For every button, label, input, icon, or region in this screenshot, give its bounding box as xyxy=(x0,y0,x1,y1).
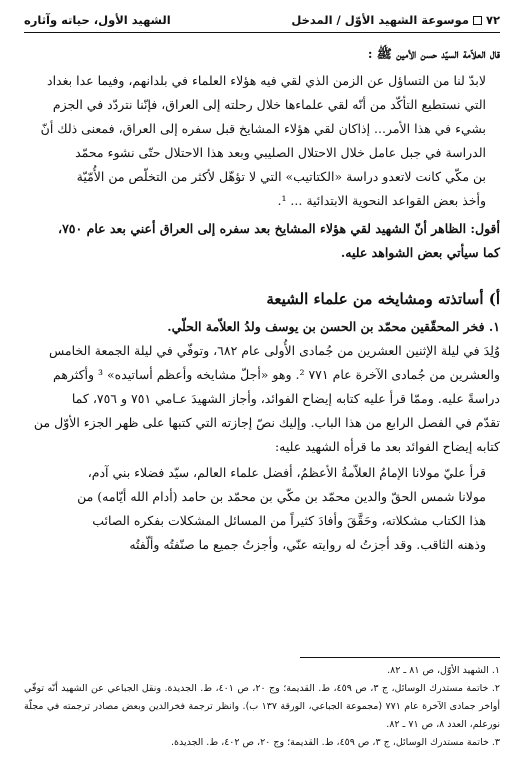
section-heading: أ) أساتذته ومشايخه من علماء الشيعة xyxy=(266,290,500,308)
footnote: ٢. خاتمة مستدرك الوسائل، ج ٣، ص ٤٥٩، ط. القديمة؛ وج ٢٠، ص ٤٠١، ط. الجديدة. ونقل الجباعي عن الشهيد أنّه توفّي أواخر جمادى الآخرة عام ٧٧١ (مجموعة الجباعي، الورقة ١٣٧ ب). وانظر ترجمة فخرالدين وبعض مصادر ترجمته في مجلّة نورعلم، العدد ٨، ص ٧١ ـ ٨٢. xyxy=(24,683,500,730)
author-comment-line: أقول: الظاهر أنّ الشهيد لقي هؤلاء المشايخ بعد سفره إلى العراق أعني بعد عام ٧٥٠، xyxy=(58,221,500,236)
quote-line: وذهنه الثاقب. وقد أجزتُ له روايته عنّي، وأجزتُ جميع ما صنّفتُه وألّفتُه xyxy=(129,537,486,552)
header-divider xyxy=(24,32,500,33)
quote-line: التي نستطيع التأكّد من أنّه لقي علماءها خلال رحلته إلى العراق، فإنّنا نتردّد في الجزم xyxy=(52,97,486,112)
quote-line: الدراسة في جبل عامل خلال الاحتلال الصليبي وبعد هذا الاحتلال حتّى نشوء محمّد xyxy=(75,145,486,160)
footnote: ١. الشهيد الأوّل، ص ٨١ ـ ٨٢. xyxy=(387,665,500,676)
paragraph-line: وُلِدَ في ليلة الإثنين العشرين من جُمادى الأُولى عام ٦٨٢، وتوفّي في ليلة الجمعة الخامس xyxy=(48,343,500,358)
teacher-heading: ١. فخر المحقّقين محمّد بن الحسن بن يوسف ولدُ العلاّمة الحلّي. xyxy=(167,319,500,334)
page-header xyxy=(24,10,500,30)
quote-line: قرأ عليّ مولانا الإمامُ العلاّمةُ الأعظمُ، أفضل علماء العالم، سيّد فضلاء بني آدم، xyxy=(87,465,486,480)
paragraph-line: والعشرين من جُمادى الآخرة عام ٧٧١ ². وهو «أجلّ مشايخه وأعظم أساتيده» ³ وأكثرهم xyxy=(53,367,500,382)
chapter-title: الشهيد الأول، حياته وآثاره xyxy=(24,13,171,27)
footnote: ٣. خاتمة مستدرك الوسائل، ج ٣، ص ٤٥٩، ط. القديمة؛ وج ٢٠، ص ٤٠٢، ط. الجديدة. xyxy=(171,737,500,748)
paragraph-line: كتابه إيضاح الفوائد بعد ما قرأه الشهيد عليه: xyxy=(274,439,500,454)
footnotes xyxy=(24,662,500,752)
header-right xyxy=(291,13,500,27)
paragraph-line: تقدّم في الفصل الرابع من هذا الباب. وإليك نصّ إجازته التي كتبها على ظهر الجزء الأوّل من xyxy=(33,415,500,430)
quote-line: لابدّ لنا من التساؤل عن الزمن الذي لقي فيه هؤلاء العلماء في بلدانهم، وفيما عدا بغداد xyxy=(47,73,486,88)
main-text xyxy=(24,42,500,557)
block-quote-ijaza xyxy=(24,461,500,557)
quote-line: بن مكّي كانت لاتعدو دراسة «الكتاتيب» التي لا تؤهّل لأكثر من التخلّص من الأُمّيّة xyxy=(76,169,486,184)
header-square-icon xyxy=(473,16,482,25)
page-number: ٧٢ xyxy=(485,13,500,27)
author-comment-line: كما سيأتي بعض الشواهد عليه. xyxy=(340,245,500,260)
paragraph-line: دراسةً عليه. وممّا قرأ عليه كتابه إيضاح الفوائد، وأجاز الشهيدَ عـامي ٧٥١ و ٧٥٦، كما xyxy=(71,391,500,406)
book-title: موسوعة الشهيد الأوّل / المدخل xyxy=(291,13,469,27)
block-quote-amin xyxy=(24,69,500,213)
quote-line: هذا الكتاب مشكلاته، وحَقَّقَ وأفادَ كثيراً من المسائل المشكلات بفكره الصائب xyxy=(92,513,486,528)
quote-line: مولانا شمس الحقّ والدين محمّد بن مكّي بن محمّد بن حامد (أدام الله أيّامه) من xyxy=(77,489,486,504)
footnote-divider xyxy=(300,657,500,658)
quote-line: بشيء في هذا الأمر... إذاكان لقي هؤلاء المشايخ قبل سفره إلى العراق، فمعنى ذلك أنّ xyxy=(40,121,486,136)
quote-intro: قال العلاّمة السيّد حسن الأمين ﷺ : xyxy=(367,46,500,61)
quote-line: وأخذ بعض القواعد النحوية الابتدائية ... ¹. xyxy=(277,193,486,208)
